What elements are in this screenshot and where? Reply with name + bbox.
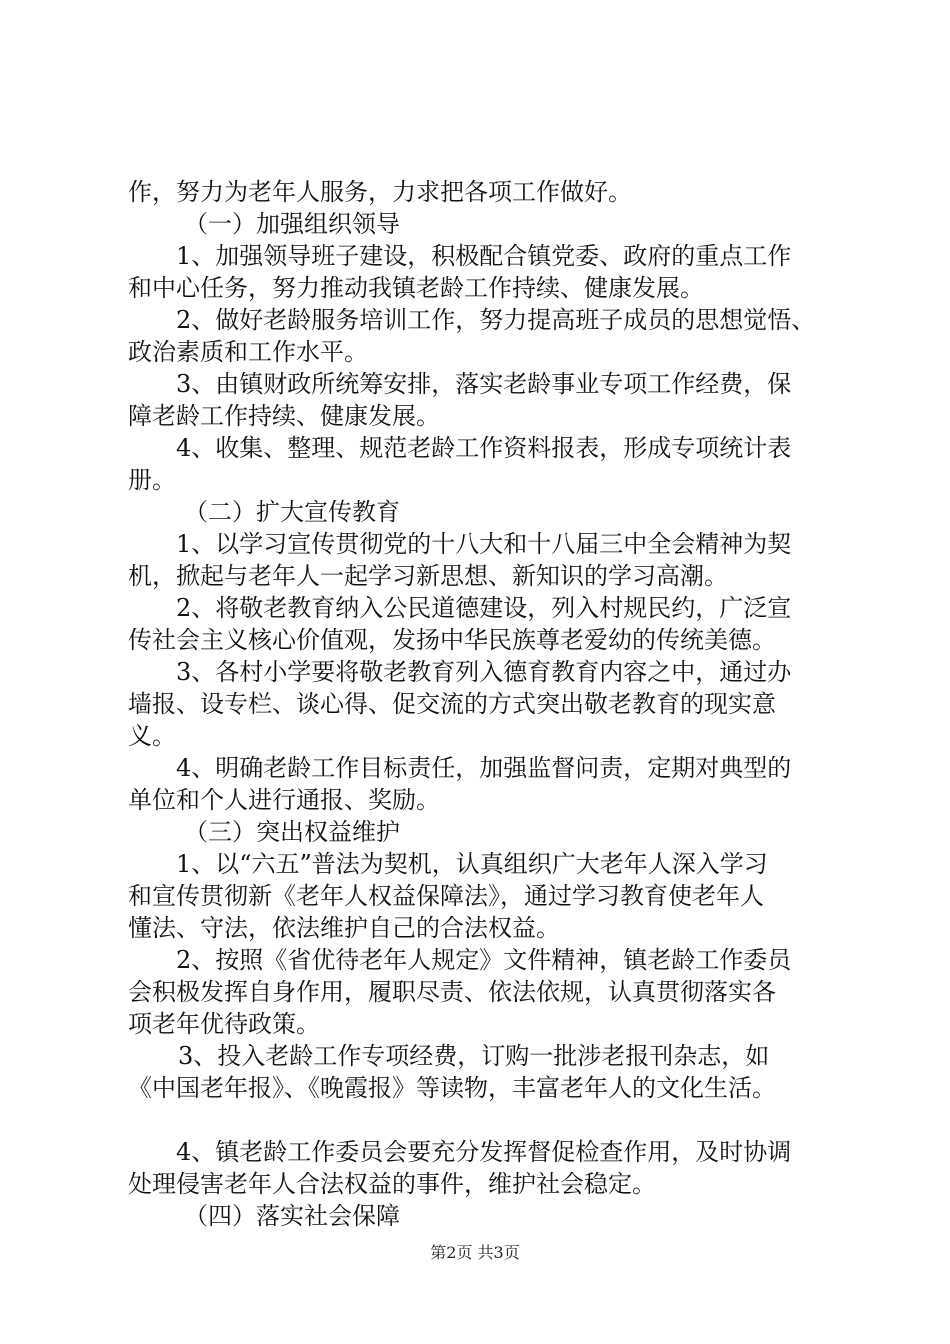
text-line: 3、由镇财政所统筹安排，落实老龄事业专项工作经费，保 xyxy=(176,370,792,398)
text-line: 2、按照《省优待老年人规定》文件精神，镇老龄工作委员 xyxy=(176,946,792,974)
text-line: 和中心任务，努力推动我镇老龄工作持续、健康发展。 xyxy=(128,274,704,302)
section-heading: （二）扩大宣传教育 xyxy=(184,498,400,526)
text-line: 3、各村小学要将敬老教育列入德育教育内容之中，通过办 xyxy=(176,658,792,686)
text-line: 2、将敬老教育纳入公民道德建设，列入村规民约，广泛宣 xyxy=(176,594,792,622)
text-line: 《中国老年报》、《晚霞报》等读物，丰富老年人的文化生活。 xyxy=(128,1074,776,1102)
text-line: 1、加强领导班子建设，积极配合镇党委、政府的重点工作 xyxy=(176,242,792,270)
text-line: 政治素质和工作水平。 xyxy=(128,338,368,366)
text-line: 会积极发挥自身作用，履职尽责、依法依规，认真贯彻落实各 xyxy=(128,978,776,1006)
text-line: 4、镇老龄工作委员会要充分发挥督促检查作用，及时协调 xyxy=(176,1138,792,1166)
text-line: 项老年优待政策。 xyxy=(128,1010,320,1038)
text-line: 障老龄工作持续、健康发展。 xyxy=(128,402,440,430)
text-line: 处理侵害老年人合法权益的事件，维护社会稳定。 xyxy=(128,1170,656,1198)
text-line: 单位和个人进行通报、奖励。 xyxy=(128,786,440,814)
text-line: 和宣传贯彻新《老年人权益保障法》，通过学习教育使老年人 xyxy=(128,882,764,910)
text-line: 墙报、设专栏、谈心得、促交流的方式突出敬老教育的现实意 xyxy=(128,690,776,718)
text-line: 2、做好老龄服务培训工作，努力提高班子成员的思想觉悟、 xyxy=(176,306,816,334)
section-heading: （一）加强组织领导 xyxy=(184,210,400,238)
text-line: 1、以“六五”普法为契机，认真组织广大老年人深入学习 xyxy=(176,850,768,878)
text-line: 1、以学习宣传贯彻党的十八大和十八届三中全会精神为契 xyxy=(176,530,792,558)
text-line: 懂法、守法，依法维护自己的合法权益。 xyxy=(128,914,560,942)
section-heading: （四）落实社会保障 xyxy=(184,1202,400,1230)
text-line: 机，掀起与老年人一起学习新思想、新知识的学习高潮。 xyxy=(128,562,728,590)
section-heading: （三）突出权益维护 xyxy=(184,818,400,846)
page-number: 第2页 共3页 xyxy=(430,1243,520,1262)
text-line: 4、明确老龄工作目标责任，加强监督问责，定期对典型的 xyxy=(176,754,792,782)
text-line: 册。 xyxy=(128,466,176,494)
text-line: 义。 xyxy=(128,722,176,750)
text-line: 3、投入老龄工作专项经费，订购一批涉老报刊杂志，如 xyxy=(178,1042,770,1070)
text-line: 传社会主义核心价值观，发扬中华民族尊老爱幼的传统美德。 xyxy=(128,626,776,654)
text-line: 作，努力为老年人服务，力求把各项工作做好。 xyxy=(128,178,632,206)
text-line: 4、收集、整理、规范老龄工作资料报表，形成专项统计表 xyxy=(176,434,792,462)
